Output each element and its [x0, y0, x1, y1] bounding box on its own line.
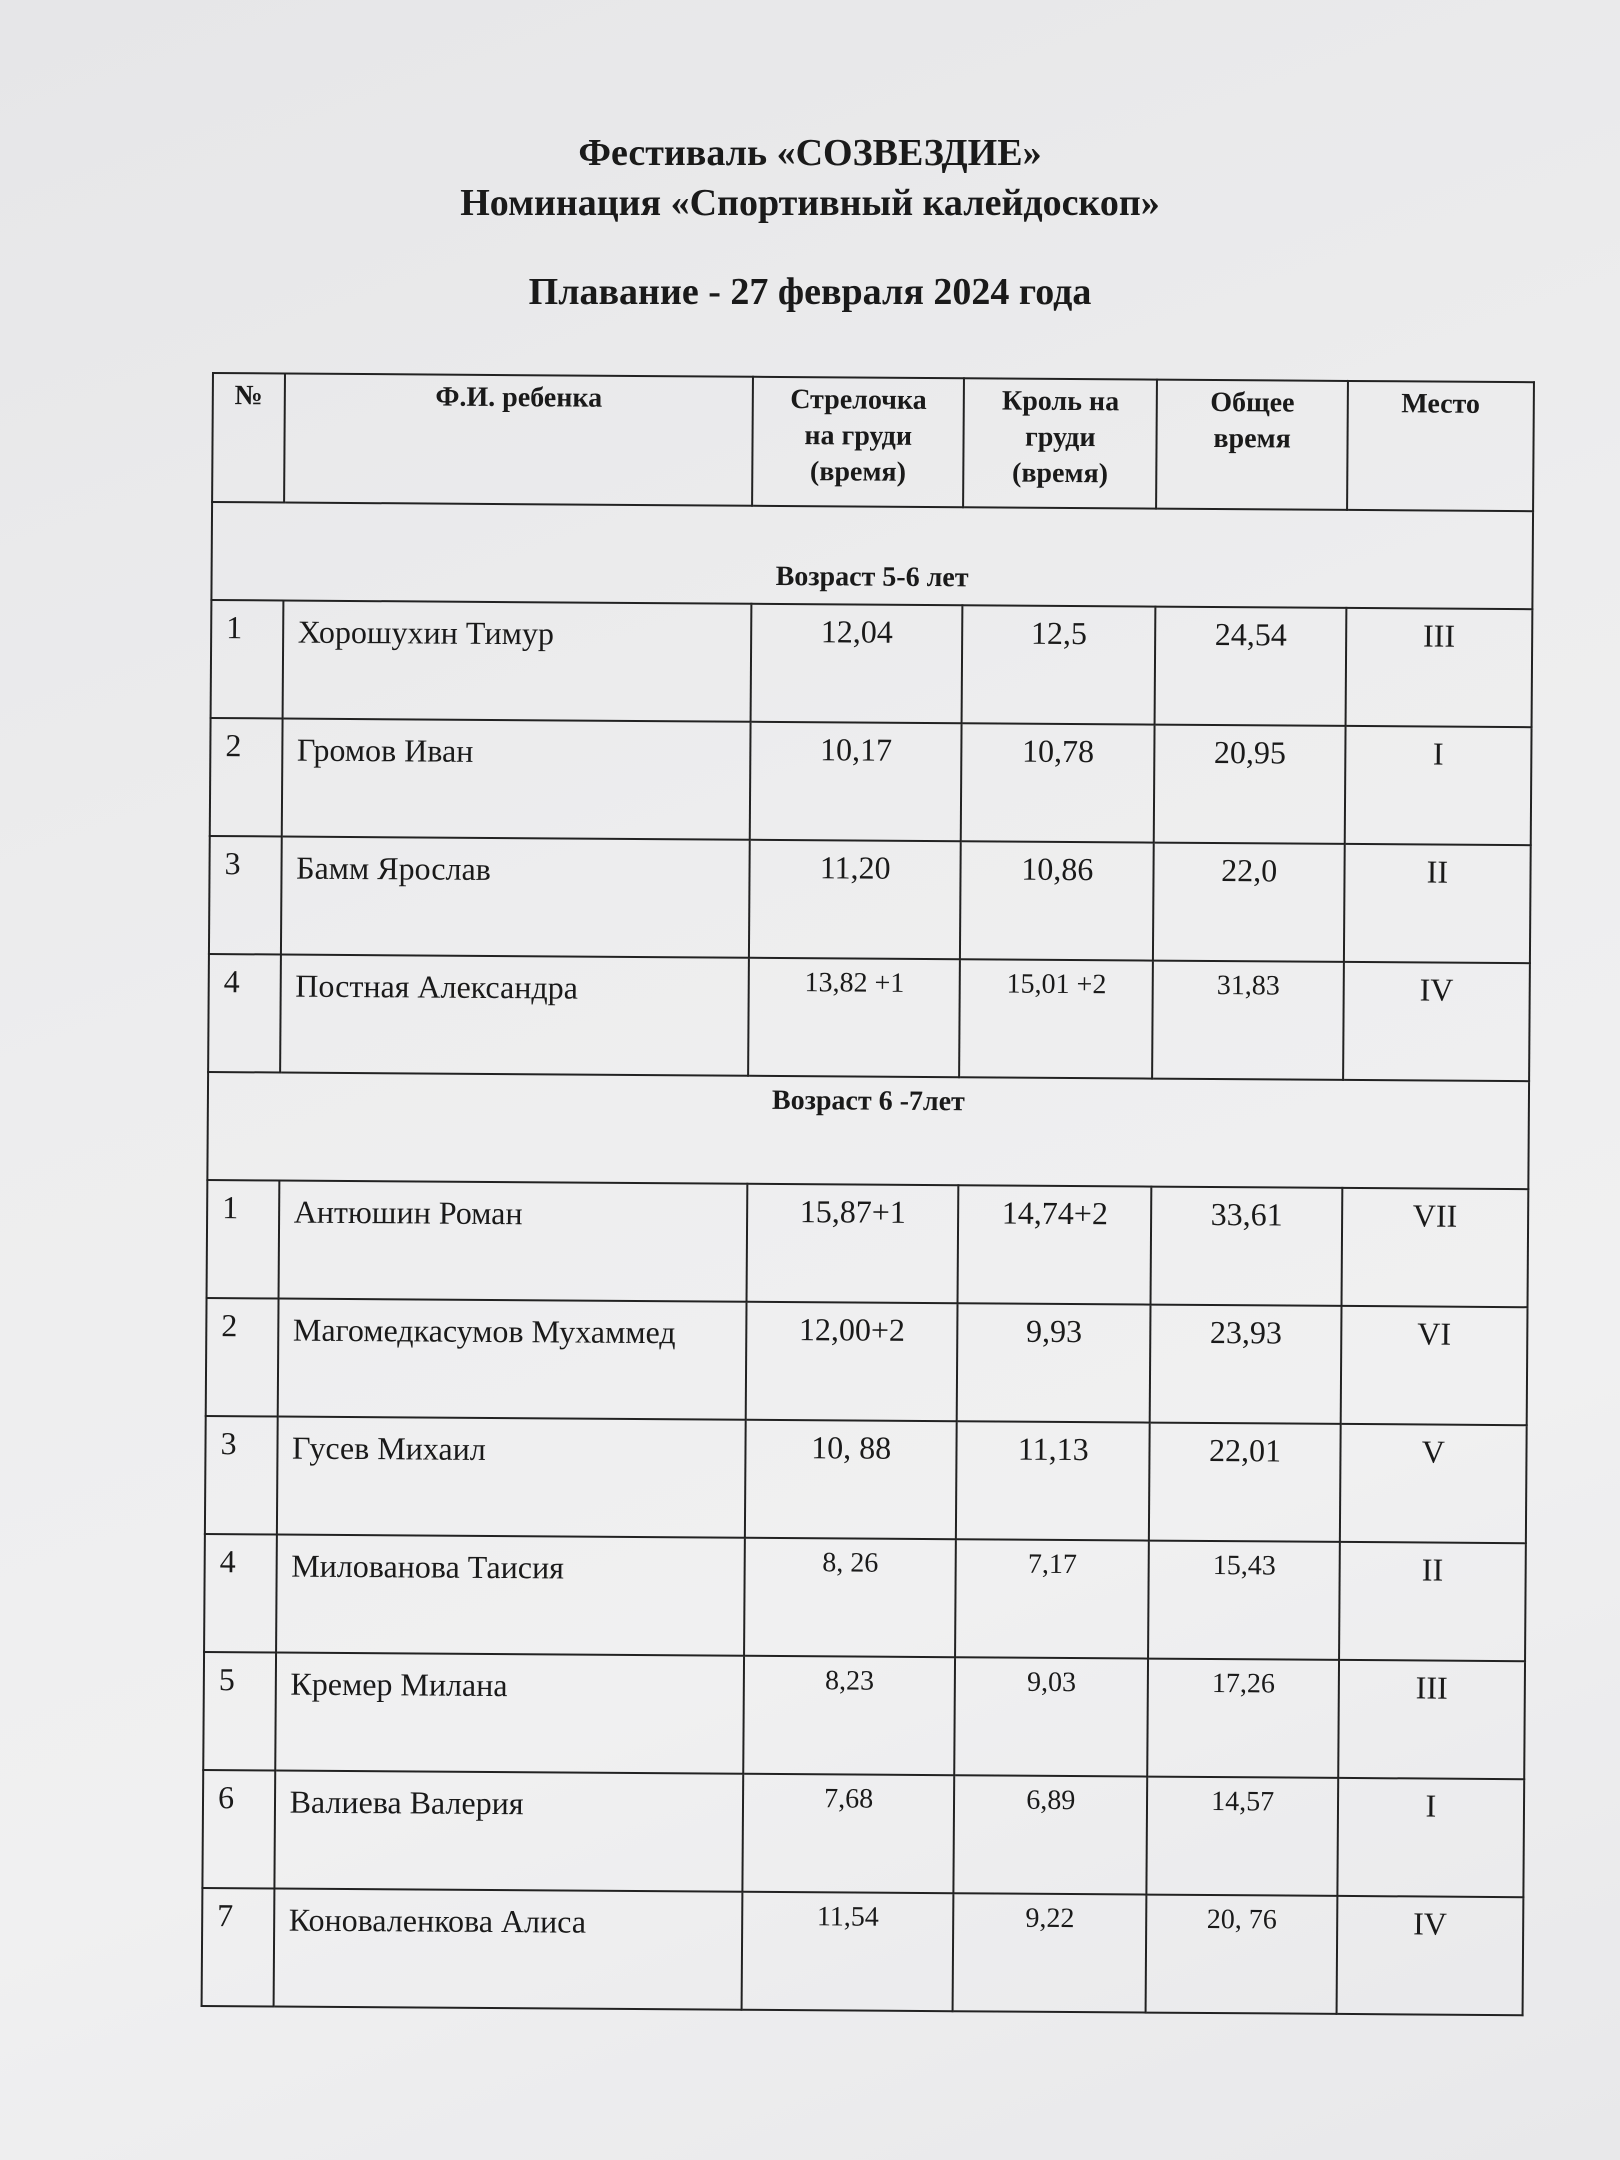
cell-stroke1: 11,20: [749, 840, 961, 959]
col-header-num: №: [212, 373, 285, 502]
cell-num: 2: [210, 718, 282, 836]
cell-total: 22,0: [1153, 843, 1344, 962]
cell-total: 20,95: [1154, 725, 1345, 844]
group-row-5-6: [211, 502, 1533, 609]
group-label: Возраст 6 -7лет: [207, 1072, 1529, 1189]
col-header-stroke1-line3: (время): [809, 456, 907, 488]
cell-stroke1: 8,23: [743, 1656, 955, 1775]
cell-stroke2: 10,78: [961, 723, 1155, 842]
table-row: [202, 1770, 1524, 1897]
cell-stroke1: 10, 88: [745, 1420, 957, 1539]
cell-total: 17,26: [1148, 1659, 1339, 1778]
results-table: [201, 372, 1535, 2016]
cell-num: 3: [209, 836, 281, 954]
cell-place: IV: [1336, 1896, 1523, 2015]
cell-total: 33,61: [1151, 1187, 1342, 1306]
cell-stroke2: 9,93: [957, 1303, 1151, 1422]
cell-stroke1: 15,87+1: [747, 1184, 959, 1303]
cell-place: I: [1344, 726, 1531, 845]
cell-place: IV: [1343, 962, 1530, 1081]
group-label: Возраст 5-6 лет: [211, 502, 1533, 609]
cell-num: 7: [202, 1888, 274, 2006]
cell-place: III: [1338, 1660, 1525, 1779]
cell-num: 1: [207, 1180, 279, 1298]
cell-num: 5: [203, 1652, 275, 1770]
event-title: Плавание - 27 февраля 2024 года: [528, 271, 1092, 313]
cell-stroke2: 14,74+2: [958, 1185, 1152, 1304]
cell-stroke2: 15,01 +2: [959, 959, 1153, 1078]
cell-stroke1: 7,68: [743, 1774, 955, 1893]
col-header-stroke2-line3: (время): [1011, 457, 1109, 490]
table-row: [210, 718, 1532, 845]
cell-name: Антюшин Роман: [278, 1180, 747, 1301]
cell-num: 1: [211, 600, 283, 718]
col-header-total-line1: Общее: [1210, 386, 1295, 419]
cell-num: 2: [206, 1298, 278, 1416]
cell-name: Громов Иван: [281, 718, 750, 839]
col-header-stroke2: [963, 378, 1157, 508]
cell-stroke2: 11,13: [956, 1421, 1150, 1540]
cell-place: II: [1339, 1542, 1526, 1661]
cell-total: 14,57: [1147, 1777, 1338, 1896]
col-header-place: Место: [1347, 381, 1534, 511]
cell-place: II: [1344, 844, 1531, 963]
col-header-stroke1-line2: на груди: [804, 420, 913, 452]
group-row-6-7: [207, 1072, 1529, 1189]
table-row: [203, 1652, 1525, 1779]
cell-stroke2: 6,89: [953, 1775, 1147, 1894]
col-header-stroke2-line2: груди: [1024, 421, 1096, 454]
cell-num: 4: [204, 1534, 276, 1652]
cell-total: 24,54: [1155, 607, 1346, 726]
cell-num: 6: [202, 1770, 274, 1888]
table-row: [204, 1534, 1526, 1661]
col-header-stroke1-line1: Стрелочка: [790, 384, 927, 416]
table-row: [207, 1180, 1529, 1307]
cell-stroke1: 8, 26: [744, 1538, 956, 1657]
col-header-stroke2-line1: Кроль на: [1001, 385, 1120, 418]
cell-stroke2: 12,5: [962, 605, 1156, 724]
cell-total: 22,01: [1149, 1423, 1340, 1542]
cell-place: I: [1337, 1778, 1524, 1897]
col-header-total-line2: время: [1213, 422, 1291, 455]
cell-stroke2: 9,22: [953, 1893, 1147, 2012]
cell-num: 3: [205, 1416, 277, 1534]
cell-name: Бамм Ярослав: [281, 836, 750, 957]
cell-place: VI: [1340, 1306, 1527, 1425]
cell-place: V: [1340, 1424, 1527, 1543]
cell-place: III: [1345, 608, 1532, 727]
cell-name: Гусев Михаил: [277, 1416, 746, 1537]
cell-total: 15,43: [1148, 1541, 1339, 1660]
col-header-total: [1157, 380, 1348, 510]
cell-name: Милованова Таисия: [276, 1534, 745, 1655]
table-row: [208, 954, 1530, 1081]
cell-name: Коноваленкова Алиса: [273, 1888, 742, 2009]
document-header: [0, 128, 1620, 314]
col-header-stroke1: [752, 377, 964, 507]
cell-stroke1: 10,17: [750, 722, 962, 841]
table-row: [211, 600, 1533, 727]
cell-stroke2: 7,17: [955, 1539, 1149, 1658]
cell-name: Магомедкасумов Мухаммед: [277, 1298, 746, 1419]
col-header-name: Ф.И. ребенка: [284, 374, 754, 506]
table-header-row: [212, 373, 1534, 511]
cell-num: 4: [208, 954, 280, 1072]
cell-stroke1: 12,04: [751, 604, 963, 723]
cell-stroke2: 9,03: [954, 1657, 1148, 1776]
cell-stroke2: 10,86: [960, 841, 1154, 960]
table-row: [202, 1888, 1524, 2015]
cell-name: Постная Александра: [280, 954, 749, 1075]
festival-title: Фестиваль «СОЗВЕЗДИЕ»: [578, 132, 1042, 174]
cell-name: Кремер Милана: [275, 1652, 744, 1773]
cell-total: 31,83: [1153, 961, 1344, 1080]
table-row: [205, 1416, 1527, 1543]
cell-stroke1: 13,82 +1: [748, 958, 960, 1077]
nomination-title: Номинация «Спортивный калейдоскоп»: [460, 182, 1160, 224]
cell-name: Хорошухин Тимур: [282, 601, 751, 722]
cell-total: 20, 76: [1146, 1895, 1337, 2014]
cell-place: VII: [1341, 1188, 1528, 1307]
table-row: [206, 1298, 1528, 1425]
cell-total: 23,93: [1150, 1305, 1341, 1424]
cell-name: Валиева Валерия: [274, 1770, 743, 1891]
cell-stroke1: 11,54: [742, 1892, 954, 2011]
table-row: [209, 836, 1531, 963]
cell-stroke1: 12,00+2: [746, 1302, 958, 1421]
